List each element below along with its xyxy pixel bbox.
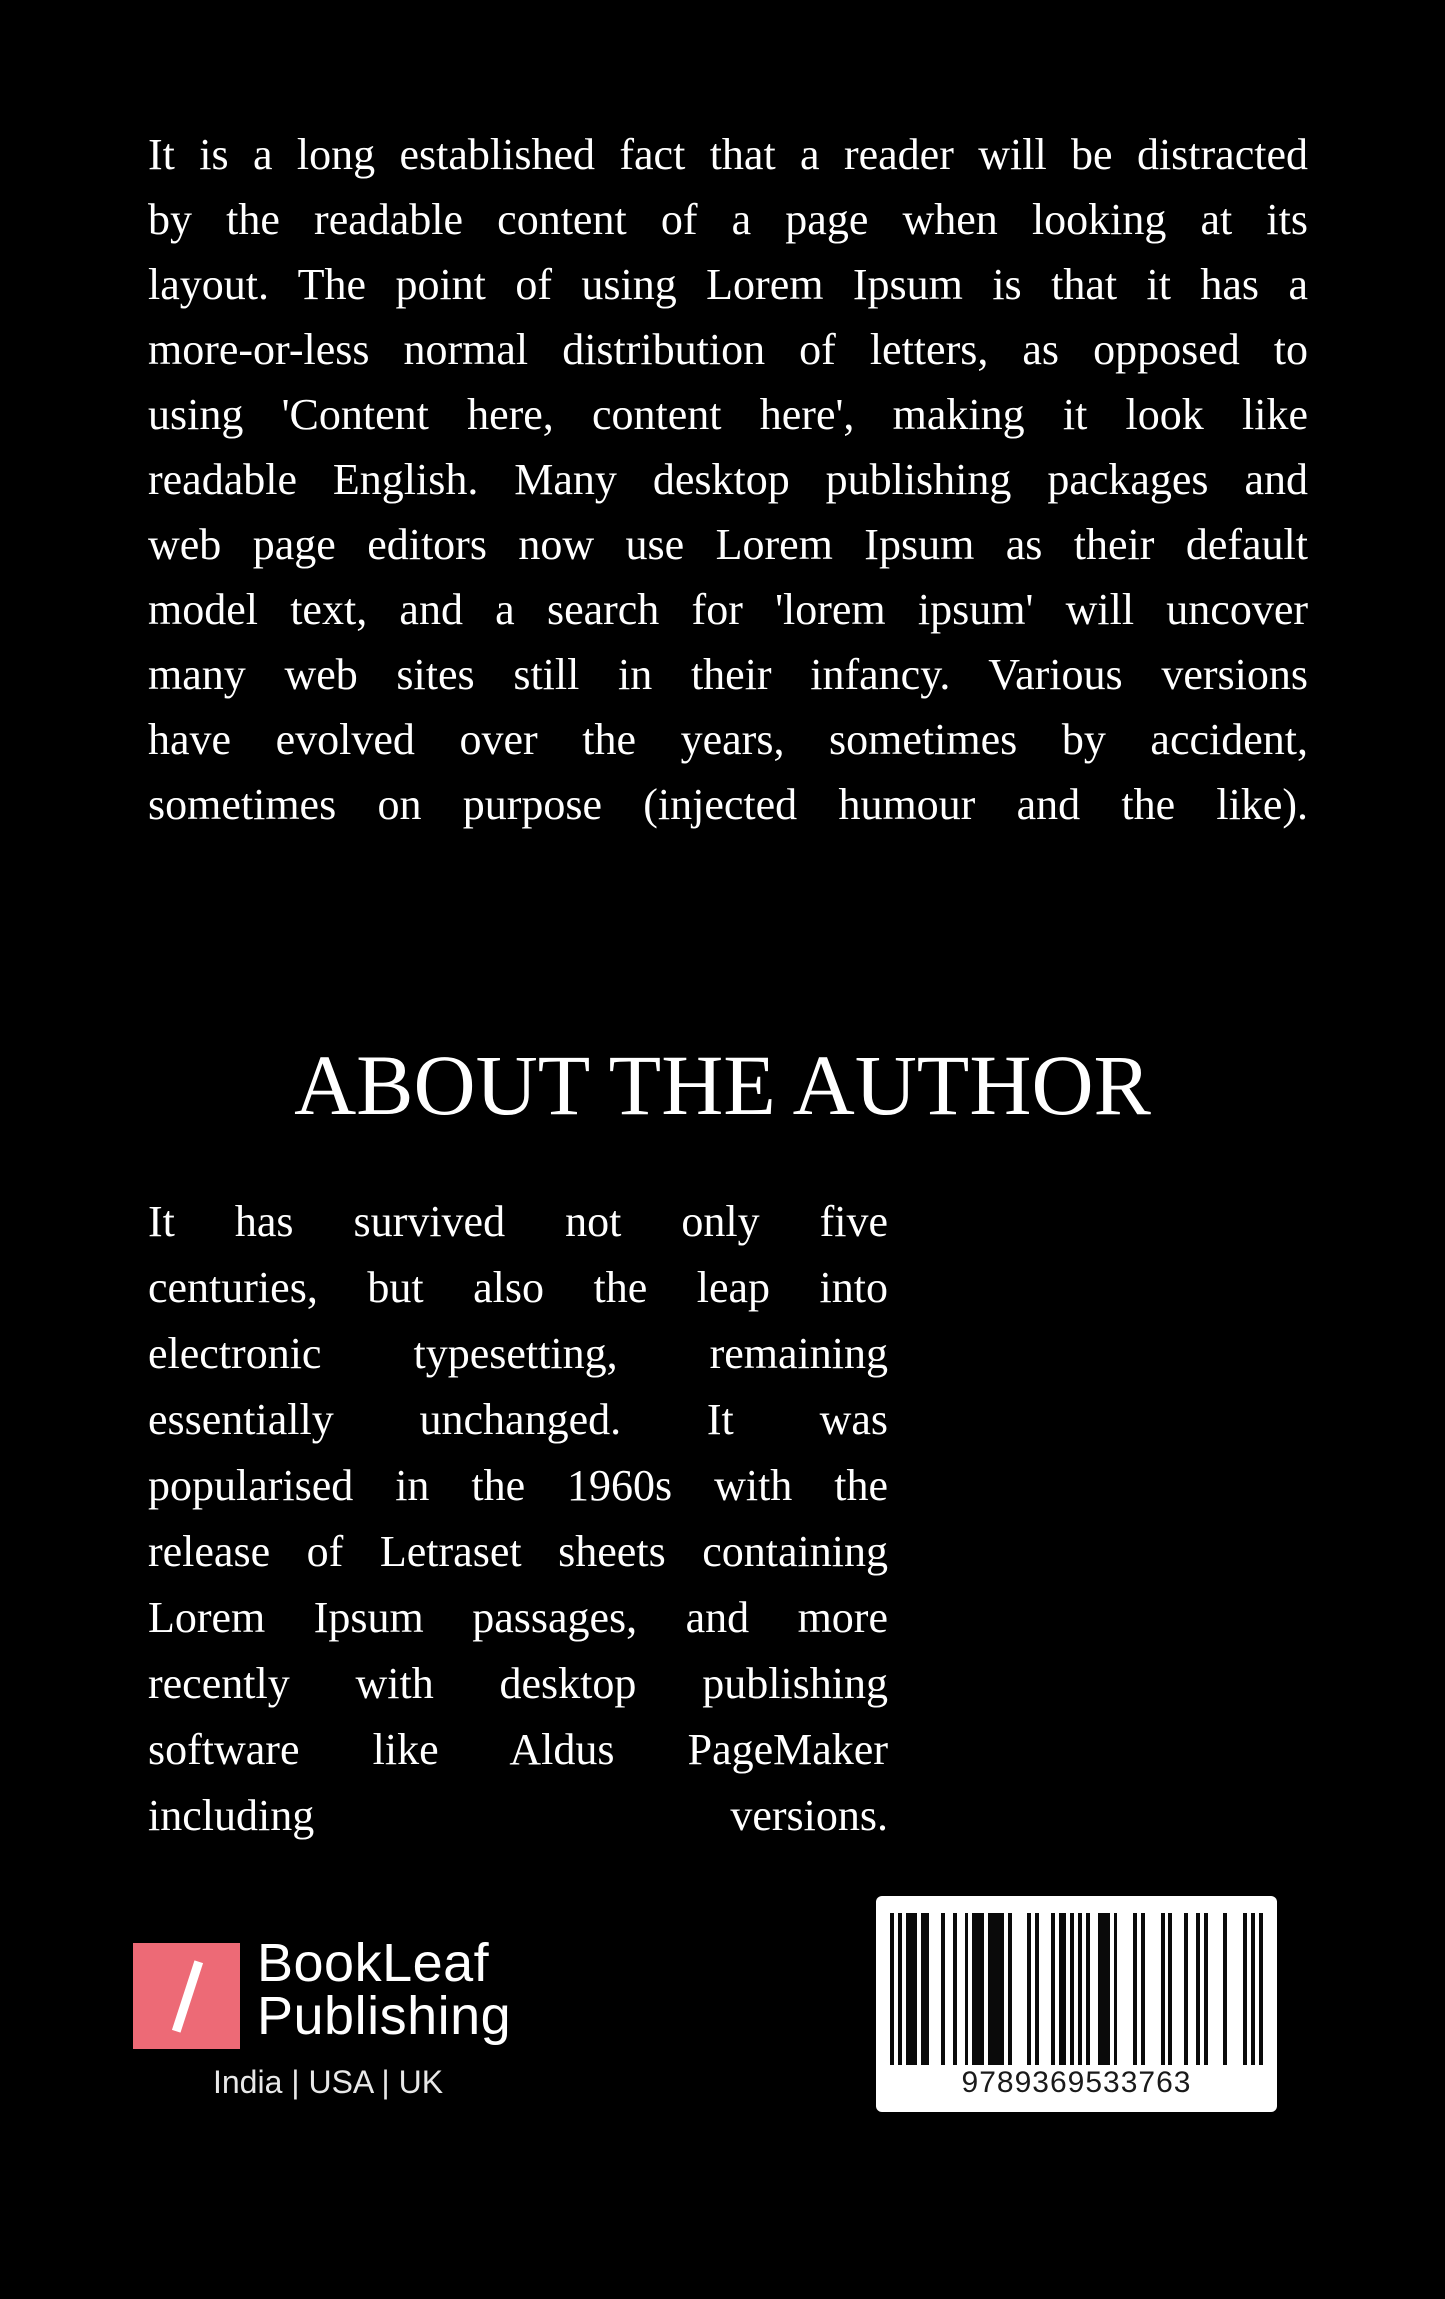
publisher-regions: India | USA | UK: [212, 2064, 444, 2100]
text-line: It has survived not only five: [148, 1197, 888, 1246]
publisher-name-line1: BookLeaf: [257, 1933, 490, 1993]
text-line: web page editors now use Lorem Ipsum as their default: [148, 520, 1308, 569]
text-line: release of Letraset sheets containing: [148, 1527, 888, 1576]
barcode-number: 9789369533763: [961, 2066, 1192, 2099]
text-line: using 'Content here, content here', making it look like: [148, 390, 1308, 439]
text-line: software like Aldus PageMaker: [148, 1725, 888, 1774]
author-paragraph: [148, 1189, 888, 1849]
text-line: centuries, but also the leap into: [148, 1263, 888, 1312]
text-line: It is a long established fact that a reader will be distracted: [148, 130, 1308, 179]
publisher-logo: [133, 1933, 523, 2103]
about-heading: ABOUT THE AUTHOR: [294, 1037, 1151, 1133]
text-line: have evolved over the years, sometimes by accident,: [148, 715, 1308, 764]
text-line: readable English. Many desktop publishing packages and: [148, 455, 1308, 504]
barcode-bar: [1259, 1913, 1263, 2065]
text-line: Lorem Ipsum passages, and more: [148, 1593, 888, 1642]
text-line: essentially unchanged. It was: [148, 1395, 888, 1444]
slash-icon: [172, 1960, 203, 2032]
text-line: many web sites still in their infancy. Various versions: [148, 650, 1308, 699]
publisher-name: [257, 1933, 512, 2046]
text-line: more-or-less normal distribution of letters, as opposed to: [148, 325, 1308, 374]
text-line: including versions.: [148, 1791, 888, 1840]
synopsis-paragraph: [148, 122, 1308, 837]
text-line: electronic typesetting, remaining: [148, 1329, 888, 1378]
text-line: layout. The point of using Lorem Ipsum is that it has a: [148, 260, 1308, 309]
text-line: recently with desktop publishing: [148, 1659, 888, 1708]
text-line: sometimes on purpose (injected humour and the like).: [148, 780, 1308, 829]
text-line: popularised in the 1960s with the: [148, 1461, 888, 1510]
text-line: model text, and a search for 'lorem ipsum' will uncover: [148, 585, 1308, 634]
text-line: by the readable content of a page when looking at its: [148, 195, 1308, 244]
barcode: [876, 1896, 1277, 2112]
publisher-name-line2: Publishing: [257, 1986, 512, 2046]
logo-mark: [133, 1943, 240, 2049]
barcode-bars: [890, 1913, 1262, 2065]
